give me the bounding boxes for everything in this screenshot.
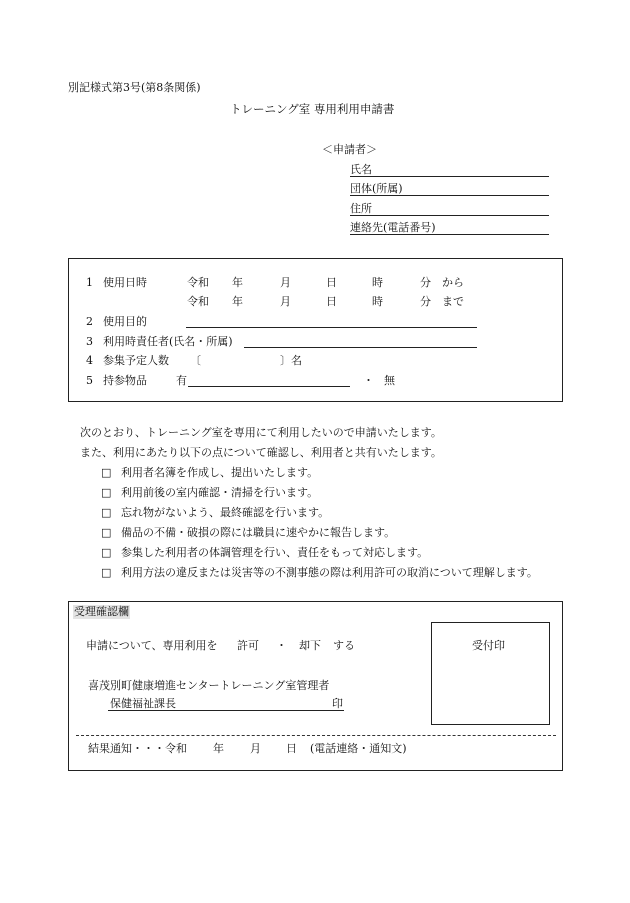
form-title: トレーニング室 専用利用申請書: [230, 102, 395, 116]
applicant-heading: ＜申請者＞: [322, 143, 377, 156]
start-day: 日: [326, 276, 337, 289]
checkbox-icon[interactable]: □: [101, 566, 112, 579]
checklist-item: [101, 546, 428, 560]
result-prefix: 結果通知・・・令和: [88, 742, 187, 755]
end-year: 年: [232, 295, 243, 308]
row4-label: 参集予定人数: [103, 354, 169, 367]
applicant-group-field[interactable]: [350, 195, 549, 196]
end-era: 令和: [187, 295, 209, 308]
decision-separator: ・: [276, 639, 287, 652]
dashed-divider: [76, 735, 556, 736]
belongings-separator: ・: [363, 374, 374, 387]
seal-mark: 印: [332, 697, 343, 710]
chief-signature-line[interactable]: [108, 710, 344, 711]
decision-prefix: 申請について、専用利用を: [86, 639, 218, 652]
checklist-text: 忘れ物がないよう、最終確認を行います。: [121, 506, 330, 519]
reject-option[interactable]: 却下: [299, 639, 321, 652]
attendee-count-field[interactable]: [208, 352, 276, 368]
belongings-no[interactable]: 無: [384, 374, 395, 387]
applicant-contact-label: 連絡先(電話番号): [350, 221, 436, 234]
reception-stamp-label: 受付印: [472, 639, 505, 652]
applicant-name-label: 氏名: [350, 163, 372, 176]
attendee-bracket-open: 〔: [190, 354, 201, 367]
permit-option[interactable]: 許可: [237, 639, 259, 652]
start-hour: 時: [372, 276, 383, 289]
statement-line-2: また、利用にあたり以下の点について確認し、利用者と共有いたします。: [80, 446, 442, 459]
row1-number: 1: [86, 276, 93, 289]
checkbox-icon[interactable]: □: [101, 506, 112, 519]
result-year: 年: [213, 742, 224, 755]
start-minute: 分: [420, 276, 431, 289]
end-minute: 分: [420, 295, 431, 308]
end-until: まで: [442, 295, 464, 308]
result-month: 月: [250, 742, 261, 755]
chief-title: 保健福祉課長: [110, 697, 176, 710]
row5-label: 持参物品: [103, 374, 147, 387]
checklist-text: 利用前後の室内確認・清掃を行います。: [121, 486, 319, 499]
applicant-address-field[interactable]: [350, 215, 549, 216]
row2-number: 2: [86, 315, 93, 328]
end-hour: 時: [372, 295, 383, 308]
start-era: 令和: [187, 276, 209, 289]
checklist-item: [101, 526, 395, 540]
manager-title: 喜茂別町健康増進センタートレーニング室管理者: [88, 679, 330, 692]
responsible-person-field[interactable]: [244, 347, 477, 348]
start-month: 月: [280, 276, 291, 289]
checkbox-icon[interactable]: □: [101, 546, 112, 559]
row2-label: 使用目的: [103, 315, 147, 328]
result-method: (電話連絡・通知文): [310, 742, 407, 755]
reception-stamp-box[interactable]: [431, 622, 550, 725]
belongings-yes[interactable]: 有: [176, 374, 187, 387]
checkbox-icon[interactable]: □: [101, 526, 112, 539]
row3-label: 利用時責任者(氏名・所属): [103, 335, 233, 348]
checklist-item: [101, 506, 329, 520]
applicant-contact-field[interactable]: [350, 234, 549, 235]
form-number: 別記様式第3号(第8条関係): [68, 81, 201, 94]
start-from: から: [442, 276, 464, 289]
attendee-bracket-close: 〕名: [280, 354, 302, 367]
checklist-text: 利用方法の違反または災害等の不測事態の際は利用許可の取消について理解します。: [121, 566, 538, 579]
checklist-text: 参集した利用者の体調管理を行い、責任をもって対応します。: [121, 546, 429, 559]
row3-number: 3: [86, 335, 93, 348]
checklist-text: 利用者名簿を作成し、提出いたします。: [121, 466, 319, 479]
checklist-item: [101, 486, 318, 500]
end-month: 月: [280, 295, 291, 308]
checklist-text: 備品の不備・破損の際には職員に速やかに報告します。: [121, 526, 396, 539]
start-year: 年: [232, 276, 243, 289]
row5-number: 5: [86, 374, 93, 387]
purpose-field[interactable]: [186, 327, 477, 328]
applicant-name-field[interactable]: [350, 176, 549, 177]
row1-label: 使用日時: [103, 276, 147, 289]
reception-heading: 受理確認欄: [74, 605, 129, 618]
result-day: 日: [286, 742, 297, 755]
checkbox-icon[interactable]: □: [101, 466, 112, 479]
belongings-field[interactable]: [188, 386, 350, 387]
checklist-item: [101, 566, 538, 580]
end-day: 日: [326, 295, 337, 308]
checklist-item: [101, 466, 318, 480]
applicant-group-label: 団体(所属): [350, 182, 403, 195]
applicant-address-label: 住所: [350, 202, 372, 215]
statement-line-1: 次のとおり、トレーニング室を専用にて利用したいので申請いたします。: [80, 426, 442, 439]
decision-suffix: する: [333, 639, 355, 652]
row4-number: 4: [86, 354, 93, 367]
checkbox-icon[interactable]: □: [101, 486, 112, 499]
